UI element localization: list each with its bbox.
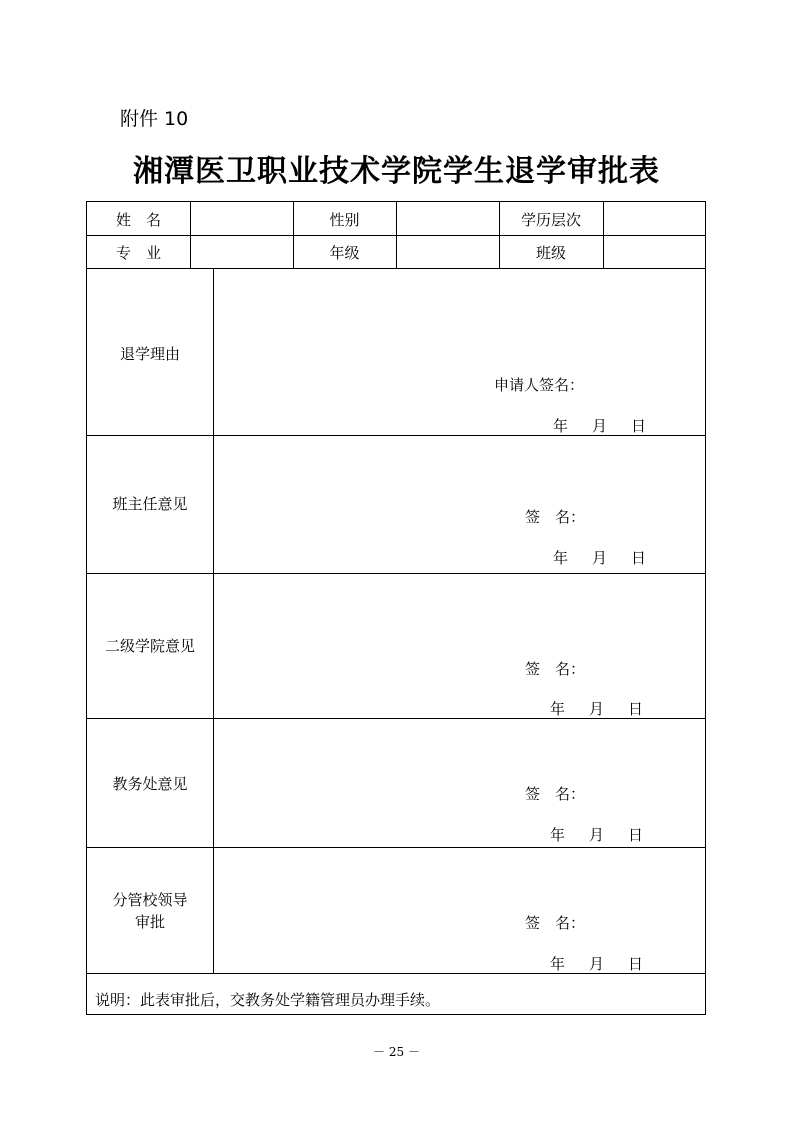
class-field[interactable]: [604, 236, 706, 268]
leader-approval-line1: 分管校领导: [112, 891, 188, 909]
grade-field[interactable]: [397, 236, 499, 268]
month-label: 月: [589, 826, 605, 844]
education-level-label: 学历层次: [520, 211, 581, 229]
day-label: 日: [631, 549, 647, 567]
attachment-label: 附件 10: [120, 108, 189, 130]
withdrawal-reason-label: 退学理由: [119, 345, 180, 363]
gender-field[interactable]: [397, 202, 499, 235]
name-field[interactable]: [191, 202, 293, 235]
name-label: 姓 名: [115, 211, 161, 229]
year-label: 年: [550, 700, 566, 718]
education-level-field[interactable]: [604, 202, 706, 235]
row-divider: [87, 847, 705, 848]
year-label: 年: [553, 549, 569, 567]
month-label: 月: [592, 549, 608, 567]
page-number: － 25 －: [373, 1045, 420, 1059]
grade-label: 年级: [329, 244, 360, 262]
day-label: 日: [628, 955, 644, 973]
major-field[interactable]: [191, 236, 293, 268]
signature-label: 签 名：: [525, 660, 586, 678]
academic-affairs-opinion-label: 教务处意见: [112, 775, 188, 793]
leader-approval-line2: 审批: [134, 913, 165, 931]
year-label: 年: [553, 417, 569, 435]
form-note: 说明：此表审批后，交教务处学籍管理员办理手续。: [95, 991, 441, 1009]
signature-label: 签 名：: [525, 785, 586, 803]
month-label: 月: [589, 700, 605, 718]
date-line: [550, 824, 643, 845]
month-label: 月: [592, 417, 608, 435]
secondary-college-opinion-label: 二级学院意见: [104, 637, 195, 655]
class-label: 班级: [535, 244, 566, 262]
date-line: [550, 698, 643, 719]
year-label: 年: [550, 826, 566, 844]
head-teacher-opinion-label: 班主任意见: [112, 495, 188, 513]
row-divider: [87, 268, 705, 269]
month-label: 月: [589, 955, 605, 973]
signature-label: 签 名：: [525, 914, 586, 932]
day-label: 日: [628, 826, 644, 844]
form-title: 湘潭医卫职业技术学院学生退学审批表: [133, 154, 660, 189]
row-divider: [87, 573, 705, 574]
major-label: 专 业: [115, 244, 161, 262]
year-label: 年: [550, 955, 566, 973]
gender-label: 性别: [329, 211, 360, 229]
day-label: 日: [631, 417, 647, 435]
signature-label: 签 名：: [525, 508, 586, 526]
applicant-signature-label: 申请人签名：: [494, 376, 585, 394]
section-col-divider: [213, 268, 214, 973]
approval-form-table: [86, 201, 706, 1015]
leader-approval-label: [87, 889, 213, 933]
date-line: [553, 547, 646, 568]
date-line: [550, 953, 643, 974]
date-line: [553, 415, 646, 436]
day-label: 日: [628, 700, 644, 718]
